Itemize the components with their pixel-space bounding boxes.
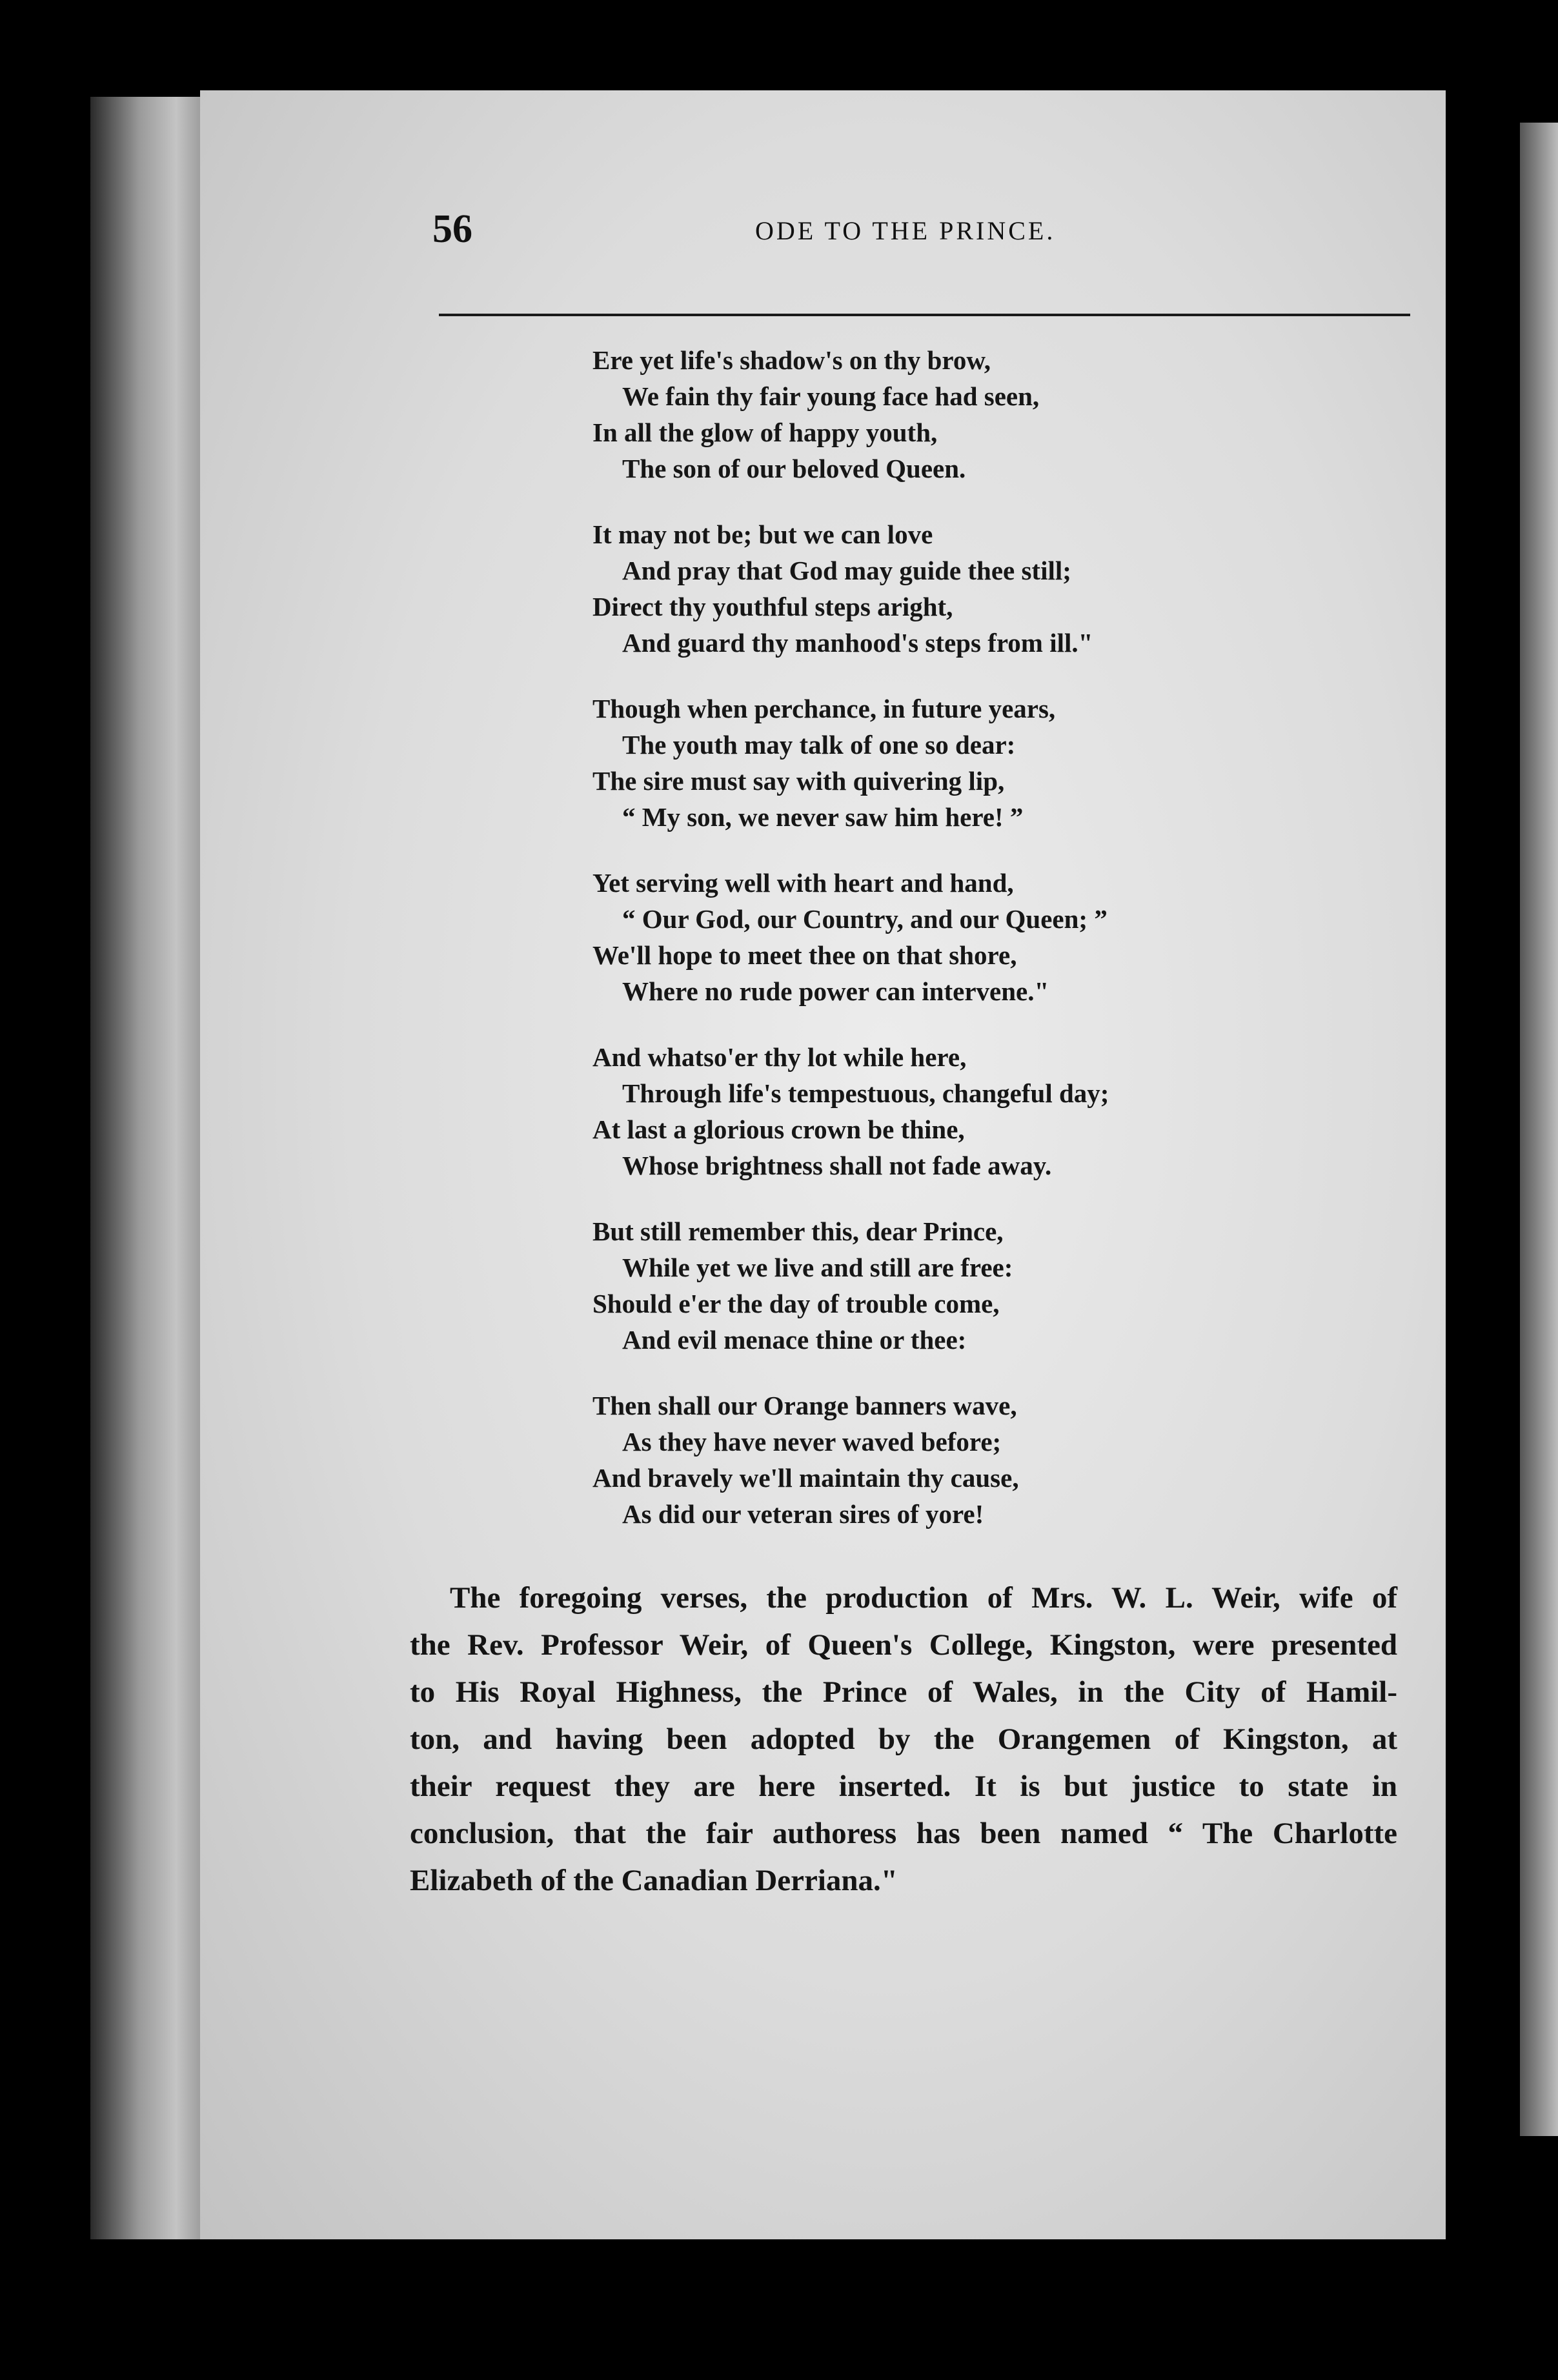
paragraph-line: conclusion, that the fair authoress has been named “ The Charlotte [410, 1817, 1397, 1850]
poem-line: We'll hope to meet thee on that shore, [592, 940, 1017, 970]
poem-line: Yet serving well with heart and hand, [592, 868, 1014, 898]
facing-page-edge [1520, 123, 1558, 2136]
poem-line: Though when perchance, in future years, [592, 694, 1056, 723]
stanza-4 [592, 865, 1270, 1009]
paragraph-line: the Rev. Professor Weir, of Queen's College, Kingston, were presented [410, 1628, 1397, 1662]
stanza-3 [592, 691, 1270, 835]
poem-line: The youth may talk of one so dear: [622, 730, 1016, 760]
stanza-6 [592, 1213, 1270, 1358]
header-rule [439, 314, 1410, 316]
poem-line: At last a glorious crown be thine, [592, 1114, 965, 1144]
poem-line: And evil menace thine or thee: [622, 1325, 967, 1355]
page-header [432, 207, 1420, 258]
closing-paragraph [410, 1575, 1397, 1904]
poem-line: The son of our beloved Queen. [622, 454, 966, 483]
poem-line: While yet we live and still are free: [622, 1253, 1013, 1282]
poem-line: As they have never waved before; [622, 1427, 1002, 1457]
paragraph-line: ton, and having been adopted by the Orangemen of Kingston, at [410, 1722, 1397, 1756]
paragraph-line: The foregoing verses, the production of Mrs. W. L. Weir, wife of [450, 1581, 1397, 1615]
page-number: 56 [432, 207, 472, 251]
paragraph-line: to His Royal Highness, the Prince of Wales, in the City of Hamil- [410, 1675, 1397, 1709]
book-page-edge [90, 97, 213, 2239]
poem-line: The sire must say with quivering lip, [592, 766, 1005, 796]
running-title: ODE TO THE PRINCE. [755, 216, 1056, 245]
stanza-1 [592, 342, 1270, 487]
poem-line: Then shall our Orange banners wave, [592, 1391, 1017, 1420]
stanza-5 [592, 1039, 1270, 1184]
paragraph-line: their request they are here inserted. It is but justice to state in [410, 1770, 1397, 1803]
stanza-2 [592, 516, 1270, 661]
stanza-7 [592, 1387, 1270, 1532]
poem-line: Should e'er the day of trouble come, [592, 1289, 1000, 1318]
poem-line: As did our veteran sires of yore! [622, 1499, 984, 1529]
poem-line: Where no rude power can intervene." [622, 976, 1049, 1006]
poem-line: “ Our God, our Country, and our Queen; ” [622, 904, 1108, 934]
poem-line: “ My son, we never saw him here! ” [622, 802, 1024, 832]
poem-line: And whatso'er thy lot while here, [592, 1042, 967, 1072]
poem-line: But still remember this, dear Prince, [592, 1216, 1004, 1246]
poem-line: And pray that God may guide thee still; [622, 556, 1071, 585]
paragraph-line: Elizabeth of the Canadian Derriana." [410, 1864, 898, 1897]
poem-line: And guard thy manhood's steps from ill." [622, 628, 1093, 658]
poem-line: Through life's tempestuous, changeful day; [622, 1078, 1109, 1108]
poem-line: And bravely we'll maintain thy cause, [592, 1463, 1019, 1493]
poem [592, 342, 1270, 1532]
poem-line: It may not be; but we can love [592, 519, 933, 549]
poem-line: Direct thy youthful steps aright, [592, 592, 953, 621]
poem-line: We fain thy fair young face had seen, [622, 381, 1040, 411]
poem-line: In all the glow of happy youth, [592, 418, 938, 447]
poem-line: Ere yet life's shadow's on thy brow, [592, 345, 991, 375]
poem-line: Whose brightness shall not fade away. [622, 1151, 1052, 1180]
